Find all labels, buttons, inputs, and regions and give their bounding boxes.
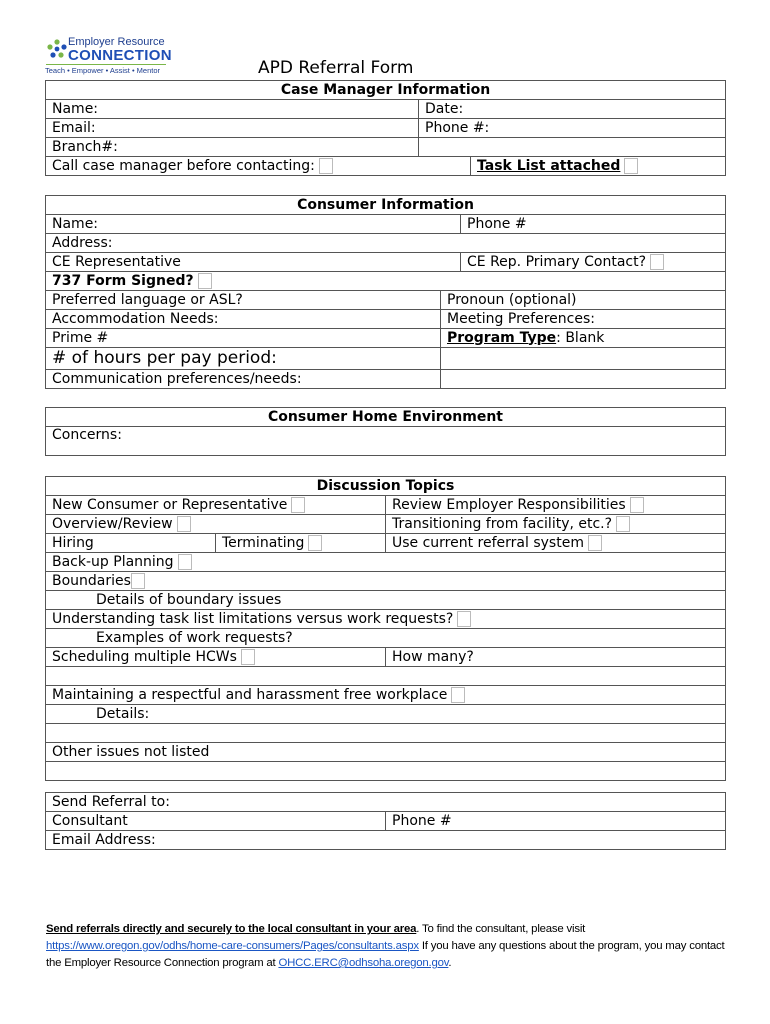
- scheduling-checkbox[interactable]: [241, 649, 255, 665]
- cm-phone-field[interactable]: Phone #:: [419, 119, 726, 138]
- transitioning-checkbox[interactable]: [616, 516, 630, 532]
- terminating-cell: [216, 534, 386, 553]
- transitioning-label: Transitioning from facility, etc.?: [392, 515, 613, 532]
- footer-text2: If you have any questions about the program, you may contact the Employer Resource Connection program at: [46, 940, 725, 969]
- blank-row[interactable]: [46, 724, 726, 743]
- hours-blank: [441, 348, 726, 370]
- consumer-section: [45, 195, 726, 389]
- prime-field[interactable]: Prime #: [46, 329, 441, 348]
- cm-name-field[interactable]: Name:: [46, 100, 419, 119]
- consultants-link[interactable]: https://www.oregon.gov/odhs/home-care-consumers/Pages/consultants.aspx: [46, 940, 419, 952]
- consumer-name-field[interactable]: Name:: [46, 215, 461, 234]
- send-referral-heading: Send Referral to:: [46, 793, 726, 812]
- pronoun-field[interactable]: Pronoun (optional): [441, 291, 726, 310]
- communication-blank: [441, 370, 726, 389]
- backup-cell: [46, 553, 726, 572]
- boundaries-checkbox[interactable]: [131, 573, 145, 589]
- cm-call-before-cell: [46, 157, 471, 176]
- terminating-label: Terminating: [222, 534, 305, 551]
- use-current-cell: [386, 534, 726, 553]
- logo-line2: CONNECTION: [68, 47, 172, 64]
- blank-row[interactable]: [46, 667, 726, 686]
- cm-date-field[interactable]: Date:: [419, 100, 726, 119]
- task-limits-label: Understanding task list limitations versus work requests?: [52, 610, 454, 627]
- logo-divider: [46, 64, 166, 65]
- new-consumer-checkbox[interactable]: [291, 497, 305, 513]
- review-employer-checkbox[interactable]: [630, 497, 644, 513]
- home-environment-section: [45, 407, 726, 456]
- send-referral-section: [45, 792, 726, 850]
- logo-line1: Employer Resource: [68, 36, 165, 48]
- task-limits-cell: [46, 610, 726, 629]
- communication-field[interactable]: Communication preferences/needs:: [46, 370, 441, 389]
- ce-rep-field[interactable]: CE Representative: [46, 253, 461, 272]
- work-examples-field[interactable]: Examples of work requests?: [46, 629, 726, 648]
- program-type-cell: [441, 329, 726, 348]
- overview-cell: [46, 515, 386, 534]
- transitioning-cell: [386, 515, 726, 534]
- consumer-address-field[interactable]: Address:: [46, 234, 726, 253]
- task-limits-checkbox[interactable]: [457, 611, 471, 627]
- new-consumer-label: New Consumer or Representative: [52, 496, 288, 513]
- how-many-field[interactable]: How many?: [386, 648, 726, 667]
- task-list-label: Task List attached: [477, 157, 621, 174]
- cm-call-before-label: Call case manager before contacting:: [52, 157, 315, 174]
- ce-primary-cell: [461, 253, 726, 272]
- respectful-checkbox[interactable]: [451, 687, 465, 703]
- form737-label: 737 Form Signed?: [52, 272, 194, 289]
- use-current-checkbox[interactable]: [588, 535, 602, 551]
- logo-tagline: Teach • Empower • Assist • Mentor: [45, 66, 161, 75]
- footer-text1: . To find the consultant, please visit: [416, 923, 586, 935]
- boundaries-label: Boundaries: [52, 572, 131, 589]
- ce-primary-label: CE Rep. Primary Contact?: [467, 253, 647, 270]
- footer-note: [46, 921, 736, 972]
- cm-branch-field[interactable]: Branch#:: [46, 138, 419, 157]
- consumer-heading: Consumer Information: [46, 196, 726, 215]
- boundaries-cell: [46, 572, 726, 591]
- form-title: APD Referral Form: [258, 58, 414, 78]
- terminating-checkbox[interactable]: [308, 535, 322, 551]
- backup-checkbox[interactable]: [178, 554, 192, 570]
- form737-checkbox[interactable]: [198, 273, 212, 289]
- program-type-value: : Blank: [556, 329, 605, 346]
- blank-row[interactable]: [46, 762, 726, 781]
- scheduling-label: Scheduling multiple HCWs: [52, 648, 237, 665]
- discussion-heading: Discussion Topics: [46, 477, 726, 496]
- hiring-field[interactable]: Hiring: [46, 534, 216, 553]
- discussion-section: [45, 476, 726, 781]
- task-list-checkbox[interactable]: [624, 158, 638, 174]
- meeting-field[interactable]: Meeting Preferences:: [441, 310, 726, 329]
- backup-label: Back-up Planning: [52, 553, 174, 570]
- consultant-phone-field[interactable]: Phone #: [386, 812, 726, 831]
- contact-email-link[interactable]: OHCC.ERC@odhsoha.oregon.gov: [278, 957, 449, 969]
- review-employer-cell: [386, 496, 726, 515]
- use-current-label: Use current referral system: [392, 534, 584, 551]
- ce-primary-checkbox[interactable]: [650, 254, 664, 270]
- respectful-label: Maintaining a respectful and harassment free workplace: [52, 686, 448, 703]
- hours-field[interactable]: # of hours per pay period:: [46, 348, 441, 370]
- scheduling-cell: [46, 648, 386, 667]
- home-env-heading: Consumer Home Environment: [46, 408, 726, 427]
- cm-task-list-cell: [471, 157, 726, 176]
- form737-cell: [46, 272, 726, 291]
- consultant-email-field[interactable]: Email Address:: [46, 831, 726, 850]
- program-type-label: Program Type: [447, 329, 557, 346]
- new-consumer-cell: [46, 496, 386, 515]
- case-manager-section: [45, 80, 726, 176]
- consumer-phone-field[interactable]: Phone #: [461, 215, 726, 234]
- case-manager-heading: Case Manager Information: [46, 81, 726, 100]
- people-circle-icon: [46, 38, 68, 60]
- concerns-field[interactable]: Concerns:: [46, 427, 726, 456]
- boundary-details-field[interactable]: Details of boundary issues: [46, 591, 726, 610]
- other-issues-field[interactable]: Other issues not listed: [46, 743, 726, 762]
- call-before-checkbox[interactable]: [319, 158, 333, 174]
- overview-checkbox[interactable]: [177, 516, 191, 532]
- footer-text3: .: [448, 957, 452, 969]
- respectful-cell: [46, 686, 726, 705]
- review-employer-label: Review Employer Responsibilities: [392, 496, 626, 513]
- accommodation-field[interactable]: Accommodation Needs:: [46, 310, 441, 329]
- language-field[interactable]: Preferred language or ASL?: [46, 291, 441, 310]
- consultant-field[interactable]: Consultant: [46, 812, 386, 831]
- cm-branch-blank: [419, 138, 726, 157]
- employer-resource-connection-logo: [44, 36, 174, 78]
- footer-lead: Send referrals directly and securely to the local consultant in your area: [46, 923, 417, 935]
- cm-email-field[interactable]: Email:: [46, 119, 419, 138]
- details-field[interactable]: Details:: [46, 705, 726, 724]
- overview-label: Overview/Review: [52, 515, 173, 532]
